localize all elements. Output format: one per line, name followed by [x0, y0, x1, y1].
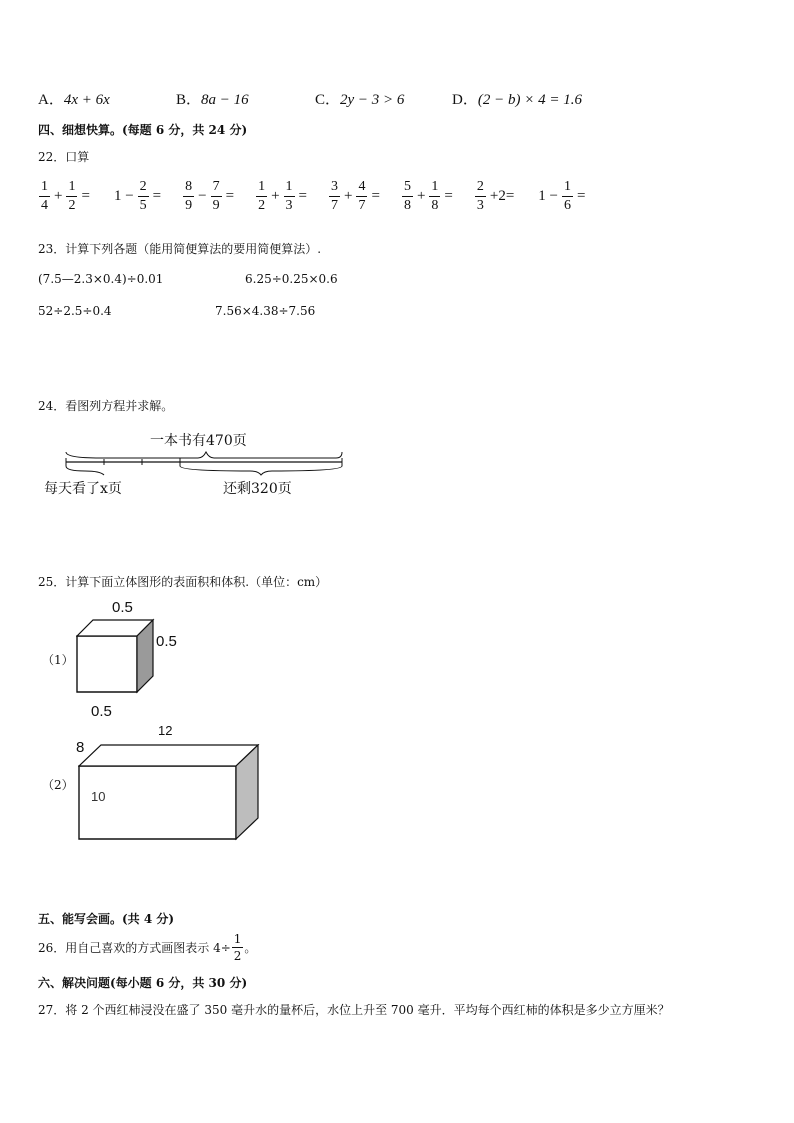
top-brace	[66, 452, 342, 458]
denominator: 4	[41, 198, 48, 213]
operator: +	[54, 188, 63, 204]
fraction	[284, 180, 295, 213]
denominator: 9	[185, 198, 193, 213]
equals: =	[371, 188, 380, 204]
q23-expr-3: 52÷2.5÷0.4	[38, 304, 112, 318]
cube-bottom-dim: 0.5	[91, 703, 112, 720]
numerator: 3	[329, 180, 340, 197]
q22-expressions	[38, 180, 606, 213]
q22-label: 22．口算	[38, 150, 90, 164]
numerator: 4	[356, 180, 367, 197]
lead: 1 −	[538, 188, 559, 204]
expr-7	[474, 180, 517, 213]
cube-figure	[76, 618, 156, 694]
fraction	[356, 180, 367, 213]
numerator: 1	[429, 180, 440, 197]
option-d	[452, 88, 582, 109]
operator: +	[344, 188, 353, 204]
fraction	[429, 180, 440, 213]
operator: +	[416, 188, 426, 204]
expr-2	[111, 180, 164, 213]
option-expr: 8a − 16	[201, 92, 249, 108]
equals: =	[577, 188, 586, 204]
cuboid-length-dim: 12	[158, 723, 173, 738]
expr-5	[328, 180, 383, 213]
cuboid-width-dim: 8	[76, 739, 85, 756]
numerator: 7	[211, 180, 222, 197]
option-b	[176, 88, 249, 109]
fig1-tag: （1）	[42, 653, 74, 667]
equals: =	[225, 188, 235, 204]
cuboid-height-dim: 10	[91, 789, 106, 804]
segment-diagram	[60, 448, 350, 478]
fraction	[256, 180, 267, 213]
denominator: 7	[331, 198, 338, 213]
fraction	[562, 180, 573, 213]
fraction	[138, 180, 149, 213]
numerator: 2	[138, 180, 149, 197]
fig2-tag: （2）	[42, 778, 74, 792]
denominator: 5	[139, 198, 147, 213]
q26-tail: 。	[244, 941, 257, 955]
section-6-title: 六、解决问题(每小题 6 分，共 30 分)	[38, 976, 248, 990]
q23-expr-4: 7.56×4.38÷7.56	[215, 304, 316, 318]
q25-label: 25．计算下面立体图形的表面积和体积.（单位：cm）	[38, 575, 328, 589]
expr-8	[535, 180, 588, 213]
q27-question: 27．将 2 个西红柿浸没在盛了 350 毫升水的量杯后，水位上升至 700 毫升．平均每个西红柿的体积是多少立方厘米？	[38, 1003, 670, 1017]
denominator: 8	[403, 198, 411, 213]
q23-expr-1: (7.5—2.3×0.4)÷0.01	[38, 272, 164, 286]
numerator: 1	[66, 180, 77, 197]
numerator: 1	[562, 180, 573, 197]
numerator: 1	[284, 180, 295, 197]
denominator: 7	[358, 198, 366, 213]
denominator: 3	[476, 198, 484, 213]
q26-text: 26．用自己喜欢的方式画图表示 4÷	[38, 941, 231, 955]
fraction	[329, 180, 340, 213]
expr-3	[182, 180, 237, 213]
denominator: 2	[258, 198, 266, 213]
option-expr: 2y − 3 > 6	[340, 92, 405, 108]
expr-6	[401, 180, 456, 213]
denominator: 9	[212, 198, 220, 213]
numerator: 2	[475, 180, 486, 197]
equals: =	[444, 188, 453, 204]
q24-label: 24．看图列方程并求解。	[38, 399, 174, 413]
denominator: 8	[431, 198, 439, 213]
fraction	[39, 180, 50, 213]
q23-label: 23．计算下列各题（能用简便算法的要用简便算法）.	[38, 242, 322, 256]
fraction	[183, 180, 194, 213]
option-c	[315, 88, 404, 109]
option-letter: D．	[452, 92, 478, 108]
expr-4	[255, 180, 310, 213]
denominator: 6	[564, 198, 572, 213]
denominator: 2	[68, 198, 76, 213]
operator: +2=	[489, 188, 515, 204]
left-brace	[66, 466, 104, 475]
numerator: 1	[39, 180, 50, 197]
option-expr: (2 − b) × 4 = 1.6	[477, 92, 582, 108]
option-letter: B．	[176, 92, 202, 108]
option-letter: A．	[38, 92, 64, 108]
cuboid-top-face	[79, 745, 258, 766]
lead: 1 −	[113, 188, 134, 204]
denominator: 3	[285, 198, 293, 213]
fraction	[232, 933, 244, 962]
section-5-title: 五、能写会画。(共 4 分)	[38, 912, 175, 926]
equals: =	[152, 188, 162, 204]
denominator: 2	[233, 949, 242, 963]
option-a	[38, 88, 110, 109]
option-expr: 4x + 6x	[63, 92, 110, 108]
cube-front-face	[77, 636, 137, 692]
option-letter: C．	[315, 92, 341, 108]
operator: +	[271, 188, 280, 204]
fraction	[402, 180, 413, 213]
diagram-remaining-label: 还剩320页	[223, 481, 292, 497]
cube-top-dim: 0.5	[112, 599, 133, 616]
fraction	[211, 180, 222, 213]
numerator: 5	[402, 180, 413, 197]
cuboid-figure	[78, 744, 262, 841]
equals: =	[298, 188, 307, 204]
numerator: 1	[256, 180, 267, 197]
expr-1	[38, 180, 93, 213]
diagram-read-label: 每天看了x页	[44, 481, 122, 497]
numerator: 8	[183, 180, 194, 197]
q23-expr-2: 6.25÷0.25×0.6	[245, 272, 338, 286]
equals: =	[81, 188, 90, 204]
fraction	[475, 180, 486, 213]
section-4-title: 四、细想快算。(每题 6 分，共 24 分)	[38, 123, 248, 137]
cube-right-dim: 0.5	[156, 633, 177, 650]
right-brace	[180, 466, 342, 475]
q26-question	[38, 933, 256, 962]
fraction	[66, 180, 77, 213]
diagram-total-label: 一本书有470页	[150, 433, 247, 449]
operator: −	[198, 188, 207, 204]
numerator: 1	[233, 932, 242, 946]
